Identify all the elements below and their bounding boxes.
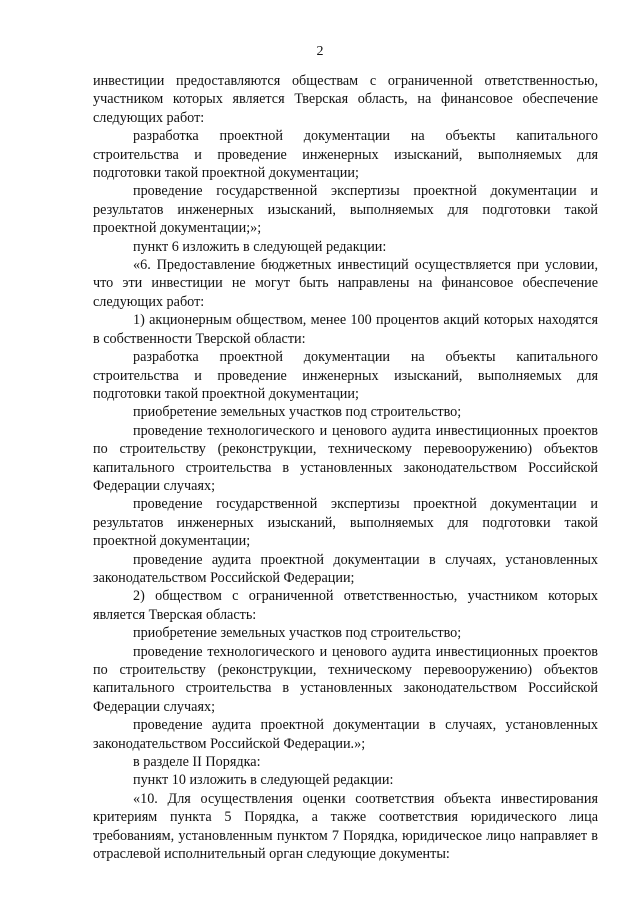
paragraph: проведение государственной экспертизы проектной документации и результатов инженерных изысканий, выполняемых для подготовки такой проектной документации;	[93, 496, 598, 550]
paragraph: пункт 6 изложить в следующей редакции:	[133, 238, 387, 255]
paragraph: 1) акционерным обществом, менее 100 процентов акций которых находятся в собственности Тверской области:	[93, 312, 598, 347]
paragraph: приобретение земельных участков под строительство;	[133, 625, 462, 642]
paragraph: проведение аудита проектной документации в случаях, установленных законодательством Российской Федерации.»;	[93, 717, 598, 752]
paragraph: «10. Для осуществления оценки соответствия объекта инвестирования критериям пункта 5 Порядка, а также соответствия юридического лица требованиям, установленным пунктом 7 Порядка, юридическое лицо направляет в отраслевой исполнительный орган следующие документы:	[93, 790, 598, 863]
paragraph: проведение технологического и ценового аудита инвестиционных проектов по строительству (реконструкции, техническому перевооружению) объектов капитального строительства в установленных законодательством Российской Федерации случаях;	[93, 643, 598, 715]
paragraph: «6. Предоставление бюджетных инвестиций осуществляется при условии, что эти инвестиции не могут быть направлены на финансовое обеспечение следующих работ:	[93, 257, 598, 310]
paragraph: пункт 10 изложить в следующей редакции:	[133, 772, 394, 789]
paragraph: инвестиции предоставляются обществам с ограниченной ответственностью, участником которых является Тверская область, на финансовое обеспечение следующих работ:	[93, 73, 598, 126]
paragraph: приобретение земельных участков под строительство;	[133, 404, 462, 421]
paragraph: проведение технологического и ценового аудита инвестиционных проектов по строительству (реконструкции, техническому перевооружению) объектов капитального строительства в установленных законодательством Российской Федерации случаях;	[93, 422, 598, 494]
paragraph: проведение государственной экспертизы проектной документации и результатов инженерных изысканий, выполняемых для подготовки такой проектной документации;»;	[93, 183, 598, 237]
paragraph: разработка проектной документации на объекты капитального строительства и проведение инженерных изысканий, выполняемых для подготовки такой проектной документации;	[93, 128, 598, 182]
paragraph: разработка проектной документации на объекты капитального строительства и проведение инженерных изысканий, выполняемых для подготовки такой проектной документации;	[93, 349, 598, 402]
paragraph: 2) обществом с ограниченной ответственностью, участником которых является Тверская область:	[93, 588, 598, 623]
paragraph: в разделе II Порядка:	[133, 754, 261, 771]
paragraph: проведение аудита проектной документации в случаях, установленных законодательством Российской Федерации;	[93, 551, 598, 586]
document-body	[93, 72, 598, 863]
page-number: 2	[316, 44, 324, 59]
